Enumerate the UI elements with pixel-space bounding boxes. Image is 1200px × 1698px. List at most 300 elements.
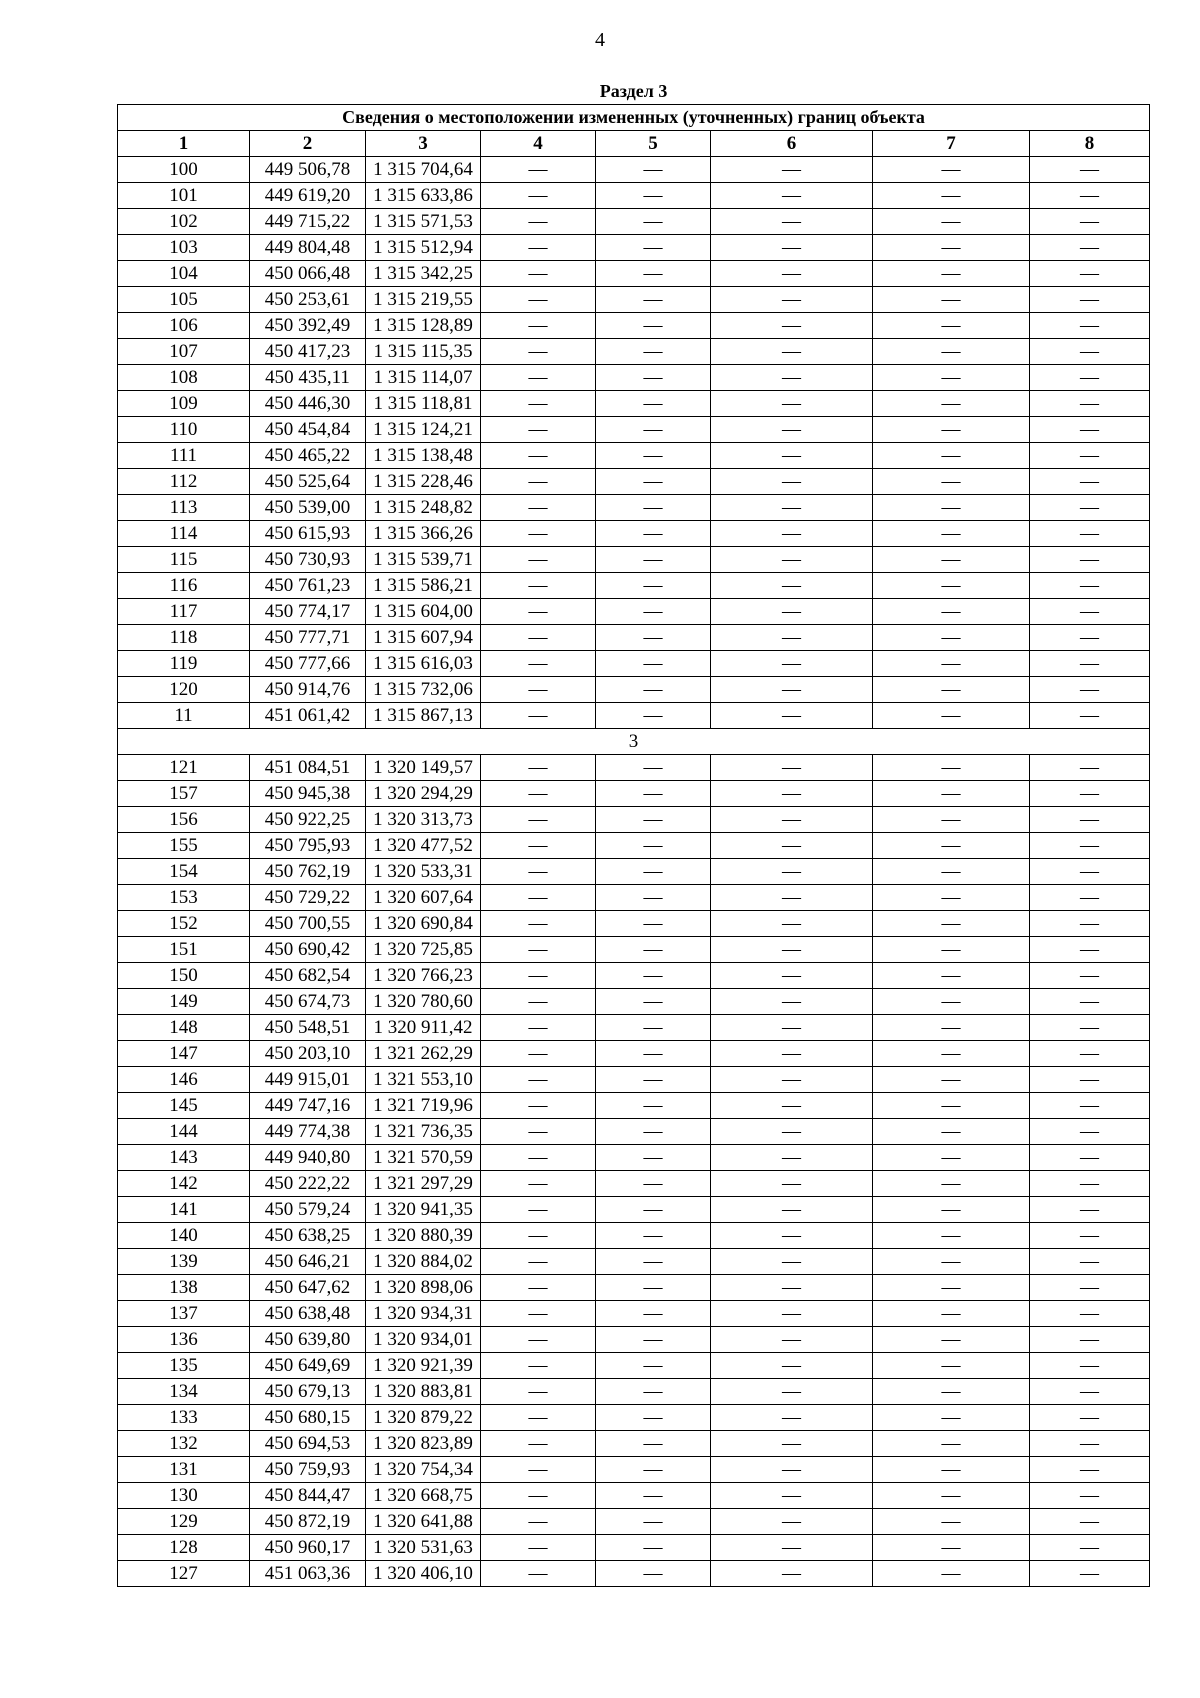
x-coordinate-cell: 449 804,48 [250, 235, 366, 261]
x-coordinate-cell: 450 759,93 [250, 1457, 366, 1483]
dash-cell: — [1030, 1041, 1150, 1067]
x-coordinate-cell: 450 674,73 [250, 989, 366, 1015]
point-number-cell: 152 [118, 911, 250, 937]
dash-cell: — [1030, 781, 1150, 807]
y-coordinate-cell: 1 315 732,06 [366, 677, 481, 703]
x-coordinate-cell: 449 619,20 [250, 183, 366, 209]
dash-cell: — [596, 1535, 711, 1561]
dash-cell: — [711, 625, 873, 651]
point-number-cell: 150 [118, 963, 250, 989]
dash-cell: — [873, 1405, 1030, 1431]
dash-cell: — [711, 209, 873, 235]
dash-cell: — [481, 1119, 596, 1145]
dash-cell: — [711, 833, 873, 859]
point-number-cell: 155 [118, 833, 250, 859]
dash-cell: — [711, 781, 873, 807]
dash-cell: — [481, 1535, 596, 1561]
dash-cell: — [711, 1171, 873, 1197]
point-number-cell: 120 [118, 677, 250, 703]
dash-cell: — [873, 391, 1030, 417]
dash-cell: — [1030, 1379, 1150, 1405]
dash-cell: — [596, 443, 711, 469]
point-number-cell: 109 [118, 391, 250, 417]
table-row [118, 1327, 1150, 1353]
point-number-cell: 121 [118, 755, 250, 781]
dash-cell: — [873, 1093, 1030, 1119]
dash-cell: — [596, 677, 711, 703]
table-row [118, 1509, 1150, 1535]
dash-cell: — [711, 1405, 873, 1431]
table-row [118, 469, 1150, 495]
table-row [118, 209, 1150, 235]
dash-cell: — [873, 573, 1030, 599]
dash-cell: — [873, 1249, 1030, 1275]
dash-cell: — [1030, 365, 1150, 391]
dash-cell: — [711, 963, 873, 989]
dash-cell: — [481, 1327, 596, 1353]
point-number-cell: 114 [118, 521, 250, 547]
table-row [118, 677, 1150, 703]
y-coordinate-cell: 1 315 607,94 [366, 625, 481, 651]
x-coordinate-cell: 450 774,17 [250, 599, 366, 625]
x-coordinate-cell: 450 579,24 [250, 1197, 366, 1223]
x-coordinate-cell: 450 761,23 [250, 573, 366, 599]
table-row [118, 963, 1150, 989]
dash-cell: — [873, 495, 1030, 521]
dash-cell: — [873, 365, 1030, 391]
dash-cell: — [481, 157, 596, 183]
dash-cell: — [711, 547, 873, 573]
dash-cell: — [711, 1431, 873, 1457]
x-coordinate-cell: 450 253,61 [250, 287, 366, 313]
dash-cell: — [596, 1067, 711, 1093]
dash-cell: — [481, 1301, 596, 1327]
x-coordinate-cell: 450 694,53 [250, 1431, 366, 1457]
dash-cell: — [481, 313, 596, 339]
dash-cell: — [596, 1457, 711, 1483]
point-number-cell: 11 [118, 703, 250, 729]
y-coordinate-cell: 1 321 553,10 [366, 1067, 481, 1093]
table-row [118, 885, 1150, 911]
dash-cell: — [596, 781, 711, 807]
dash-cell: — [596, 1431, 711, 1457]
table-row [118, 703, 1150, 729]
column-number: 4 [481, 131, 596, 157]
table-row [118, 1483, 1150, 1509]
dash-cell: — [711, 365, 873, 391]
dash-cell: — [1030, 1171, 1150, 1197]
x-coordinate-cell: 450 777,71 [250, 625, 366, 651]
dash-cell: — [481, 469, 596, 495]
y-coordinate-cell: 1 315 342,25 [366, 261, 481, 287]
x-coordinate-cell: 449 774,38 [250, 1119, 366, 1145]
dash-cell: — [711, 989, 873, 1015]
dash-cell: — [711, 573, 873, 599]
x-coordinate-cell: 450 730,93 [250, 547, 366, 573]
point-number-cell: 142 [118, 1171, 250, 1197]
dash-cell: — [481, 1145, 596, 1171]
dash-cell: — [481, 599, 596, 625]
dash-cell: — [873, 313, 1030, 339]
y-coordinate-cell: 1 321 297,29 [366, 1171, 481, 1197]
dash-cell: — [873, 1145, 1030, 1171]
dash-cell: — [596, 157, 711, 183]
table-row [118, 1561, 1150, 1587]
x-coordinate-cell: 449 940,80 [250, 1145, 366, 1171]
y-coordinate-cell: 1 320 823,89 [366, 1431, 481, 1457]
dash-cell: — [711, 521, 873, 547]
dash-cell: — [1030, 1483, 1150, 1509]
table-row [118, 781, 1150, 807]
dash-cell: — [873, 781, 1030, 807]
dash-cell: — [596, 235, 711, 261]
point-number-cell: 131 [118, 1457, 250, 1483]
dash-cell: — [873, 1067, 1030, 1093]
dash-cell: — [481, 1509, 596, 1535]
dash-cell: — [873, 963, 1030, 989]
table-row [118, 1379, 1150, 1405]
table-row [118, 1275, 1150, 1301]
dash-cell: — [711, 443, 873, 469]
dash-cell: — [873, 469, 1030, 495]
point-number-cell: 157 [118, 781, 250, 807]
y-coordinate-cell: 1 320 607,64 [366, 885, 481, 911]
dash-cell: — [873, 1353, 1030, 1379]
dash-cell: — [596, 989, 711, 1015]
y-coordinate-cell: 1 315 604,00 [366, 599, 481, 625]
table-row [118, 1041, 1150, 1067]
point-number-cell: 100 [118, 157, 250, 183]
x-coordinate-cell: 449 915,01 [250, 1067, 366, 1093]
dash-cell: — [873, 703, 1030, 729]
x-coordinate-cell: 450 795,93 [250, 833, 366, 859]
x-coordinate-cell: 450 872,19 [250, 1509, 366, 1535]
dash-cell: — [873, 807, 1030, 833]
point-number-cell: 101 [118, 183, 250, 209]
dash-cell: — [481, 1197, 596, 1223]
point-number-cell: 107 [118, 339, 250, 365]
dash-cell: — [711, 261, 873, 287]
column-numbers-row [118, 131, 1150, 157]
dash-cell: — [873, 417, 1030, 443]
boundary-table [117, 79, 1150, 1587]
dash-cell: — [596, 1249, 711, 1275]
table-row [118, 1249, 1150, 1275]
x-coordinate-cell: 450 066,48 [250, 261, 366, 287]
x-coordinate-cell: 450 945,38 [250, 781, 366, 807]
table-row [118, 547, 1150, 573]
table-row [118, 807, 1150, 833]
dash-cell: — [1030, 1197, 1150, 1223]
dash-cell: — [596, 937, 711, 963]
section-title-row [118, 79, 1150, 105]
y-coordinate-cell: 1 320 884,02 [366, 1249, 481, 1275]
dash-cell: — [1030, 1067, 1150, 1093]
dash-cell: — [873, 1301, 1030, 1327]
dash-cell: — [481, 807, 596, 833]
x-coordinate-cell: 450 446,30 [250, 391, 366, 417]
y-coordinate-cell: 1 315 633,86 [366, 183, 481, 209]
dash-cell: — [1030, 1301, 1150, 1327]
dash-cell: — [596, 391, 711, 417]
dash-cell: — [873, 339, 1030, 365]
dash-cell: — [1030, 1275, 1150, 1301]
x-coordinate-cell: 450 548,51 [250, 1015, 366, 1041]
dash-cell: — [481, 365, 596, 391]
dash-cell: — [1030, 313, 1150, 339]
table-row [118, 183, 1150, 209]
point-number-cell: 129 [118, 1509, 250, 1535]
dash-cell: — [873, 1171, 1030, 1197]
dash-cell: — [1030, 1457, 1150, 1483]
x-coordinate-cell: 450 647,62 [250, 1275, 366, 1301]
point-number-cell: 136 [118, 1327, 250, 1353]
dash-cell: — [711, 599, 873, 625]
dash-cell: — [481, 781, 596, 807]
dash-cell: — [481, 1171, 596, 1197]
dash-cell: — [873, 157, 1030, 183]
dash-cell: — [481, 1249, 596, 1275]
dash-cell: — [1030, 599, 1150, 625]
dash-cell: — [481, 209, 596, 235]
dash-cell: — [711, 1015, 873, 1041]
dash-cell: — [873, 989, 1030, 1015]
x-coordinate-cell: 450 638,25 [250, 1223, 366, 1249]
point-number-cell: 117 [118, 599, 250, 625]
dash-cell: — [596, 651, 711, 677]
y-coordinate-cell: 1 320 754,34 [366, 1457, 481, 1483]
dash-cell: — [711, 183, 873, 209]
y-coordinate-cell: 1 315 124,21 [366, 417, 481, 443]
dash-cell: — [873, 1379, 1030, 1405]
dash-cell: — [596, 833, 711, 859]
dash-cell: — [481, 885, 596, 911]
point-number-cell: 105 [118, 287, 250, 313]
y-coordinate-cell: 1 315 571,53 [366, 209, 481, 235]
y-coordinate-cell: 1 315 138,48 [366, 443, 481, 469]
point-number-cell: 130 [118, 1483, 250, 1509]
dash-cell: — [481, 833, 596, 859]
dash-cell: — [873, 1223, 1030, 1249]
table-row [118, 859, 1150, 885]
x-coordinate-cell: 449 747,16 [250, 1093, 366, 1119]
dash-cell: — [481, 183, 596, 209]
table-row [118, 989, 1150, 1015]
table-row [118, 1223, 1150, 1249]
y-coordinate-cell: 1 315 219,55 [366, 287, 481, 313]
dash-cell: — [596, 963, 711, 989]
point-number-cell: 144 [118, 1119, 250, 1145]
dash-cell: — [873, 651, 1030, 677]
x-coordinate-cell: 450 729,22 [250, 885, 366, 911]
dash-cell: — [596, 703, 711, 729]
dash-cell: — [596, 1093, 711, 1119]
dash-cell: — [1030, 287, 1150, 313]
table-row [118, 339, 1150, 365]
dash-cell: — [873, 443, 1030, 469]
dash-cell: — [1030, 703, 1150, 729]
dash-cell: — [481, 261, 596, 287]
y-coordinate-cell: 1 315 248,82 [366, 495, 481, 521]
y-coordinate-cell: 1 320 766,23 [366, 963, 481, 989]
dash-cell: — [1030, 1561, 1150, 1587]
dash-cell: — [596, 755, 711, 781]
dash-cell: — [873, 937, 1030, 963]
dash-cell: — [873, 1561, 1030, 1587]
dash-cell: — [711, 391, 873, 417]
point-number-cell: 135 [118, 1353, 250, 1379]
dash-cell: — [1030, 625, 1150, 651]
table-row [118, 313, 1150, 339]
y-coordinate-cell: 1 315 115,35 [366, 339, 481, 365]
y-coordinate-cell: 1 321 719,96 [366, 1093, 481, 1119]
dash-cell: — [1030, 157, 1150, 183]
dash-cell: — [1030, 1119, 1150, 1145]
dash-cell: — [596, 1275, 711, 1301]
point-number-cell: 149 [118, 989, 250, 1015]
x-coordinate-cell: 450 615,93 [250, 521, 366, 547]
point-number-cell: 103 [118, 235, 250, 261]
dash-cell: — [711, 1197, 873, 1223]
point-number-cell: 138 [118, 1275, 250, 1301]
dash-cell: — [481, 443, 596, 469]
y-coordinate-cell: 1 315 128,89 [366, 313, 481, 339]
x-coordinate-cell: 450 203,10 [250, 1041, 366, 1067]
dash-cell: — [481, 1041, 596, 1067]
dash-cell: — [1030, 1405, 1150, 1431]
dash-cell: — [596, 339, 711, 365]
table-row [118, 1197, 1150, 1223]
x-coordinate-cell: 450 417,23 [250, 339, 366, 365]
dash-cell: — [596, 859, 711, 885]
dash-cell: — [1030, 1015, 1150, 1041]
x-coordinate-cell: 450 638,48 [250, 1301, 366, 1327]
dash-cell: — [481, 235, 596, 261]
x-coordinate-cell: 449 506,78 [250, 157, 366, 183]
dash-cell: — [1030, 183, 1150, 209]
y-coordinate-cell: 1 321 736,35 [366, 1119, 481, 1145]
dash-cell: — [481, 1093, 596, 1119]
dash-cell: — [873, 1197, 1030, 1223]
y-coordinate-cell: 1 320 934,31 [366, 1301, 481, 1327]
table-row [118, 573, 1150, 599]
y-coordinate-cell: 1 320 911,42 [366, 1015, 481, 1041]
dash-cell: — [596, 1041, 711, 1067]
column-number: 1 [118, 131, 250, 157]
x-coordinate-cell: 450 392,49 [250, 313, 366, 339]
dash-cell: — [873, 1119, 1030, 1145]
table-row [118, 1093, 1150, 1119]
dash-cell: — [711, 495, 873, 521]
column-number: 3 [366, 131, 481, 157]
dash-cell: — [1030, 1509, 1150, 1535]
x-coordinate-cell: 450 649,69 [250, 1353, 366, 1379]
y-coordinate-cell: 1 320 880,39 [366, 1223, 481, 1249]
dash-cell: — [1030, 1353, 1150, 1379]
dash-cell: — [596, 1145, 711, 1171]
table-row [118, 287, 1150, 313]
dash-cell: — [596, 1379, 711, 1405]
y-coordinate-cell: 1 315 539,71 [366, 547, 481, 573]
dash-cell: — [1030, 443, 1150, 469]
dash-cell: — [711, 469, 873, 495]
dash-cell: — [481, 989, 596, 1015]
x-coordinate-cell: 450 914,76 [250, 677, 366, 703]
table-row [118, 521, 1150, 547]
point-number-cell: 119 [118, 651, 250, 677]
y-coordinate-cell: 1 320 921,39 [366, 1353, 481, 1379]
x-coordinate-cell: 450 639,80 [250, 1327, 366, 1353]
table-title-row [118, 105, 1150, 131]
y-coordinate-cell: 1 320 879,22 [366, 1405, 481, 1431]
dash-cell: — [1030, 339, 1150, 365]
dash-cell: — [481, 1405, 596, 1431]
dash-cell: — [481, 963, 596, 989]
dash-cell: — [596, 521, 711, 547]
table-title: Сведения о местоположении измененных (уточненных) границ объекта [118, 105, 1150, 131]
y-coordinate-cell: 1 315 616,03 [366, 651, 481, 677]
y-coordinate-cell: 1 320 668,75 [366, 1483, 481, 1509]
contour-label: 3 [118, 729, 1150, 755]
point-number-cell: 104 [118, 261, 250, 287]
dash-cell: — [596, 495, 711, 521]
x-coordinate-cell: 450 700,55 [250, 911, 366, 937]
dash-cell: — [481, 1561, 596, 1587]
y-coordinate-cell: 1 320 531,63 [366, 1535, 481, 1561]
x-coordinate-cell: 450 454,84 [250, 417, 366, 443]
table-row [118, 1015, 1150, 1041]
dash-cell: — [481, 417, 596, 443]
dash-cell: — [596, 313, 711, 339]
dash-cell: — [1030, 235, 1150, 261]
point-number-cell: 153 [118, 885, 250, 911]
dash-cell: — [481, 1353, 596, 1379]
point-number-cell: 110 [118, 417, 250, 443]
y-coordinate-cell: 1 321 570,59 [366, 1145, 481, 1171]
dash-cell: — [873, 885, 1030, 911]
table-row [118, 1431, 1150, 1457]
dash-cell: — [873, 261, 1030, 287]
dash-cell: — [711, 1249, 873, 1275]
dash-cell: — [873, 833, 1030, 859]
table-row [118, 1535, 1150, 1561]
dash-cell: — [711, 1457, 873, 1483]
dash-cell: — [481, 703, 596, 729]
table-row [118, 1353, 1150, 1379]
dash-cell: — [711, 677, 873, 703]
column-number: 2 [250, 131, 366, 157]
point-number-cell: 118 [118, 625, 250, 651]
dash-cell: — [1030, 261, 1150, 287]
table-row [118, 1301, 1150, 1327]
point-number-cell: 112 [118, 469, 250, 495]
table-row [118, 833, 1150, 859]
dash-cell: — [711, 885, 873, 911]
dash-cell: — [1030, 885, 1150, 911]
x-coordinate-cell: 449 715,22 [250, 209, 366, 235]
dash-cell: — [481, 287, 596, 313]
point-number-cell: 145 [118, 1093, 250, 1119]
dash-cell: — [711, 1119, 873, 1145]
dash-cell: — [873, 911, 1030, 937]
dash-cell: — [873, 287, 1030, 313]
dash-cell: — [596, 885, 711, 911]
x-coordinate-cell: 450 762,19 [250, 859, 366, 885]
dash-cell: — [596, 1119, 711, 1145]
dash-cell: — [596, 365, 711, 391]
dash-cell: — [711, 1509, 873, 1535]
point-number-cell: 146 [118, 1067, 250, 1093]
